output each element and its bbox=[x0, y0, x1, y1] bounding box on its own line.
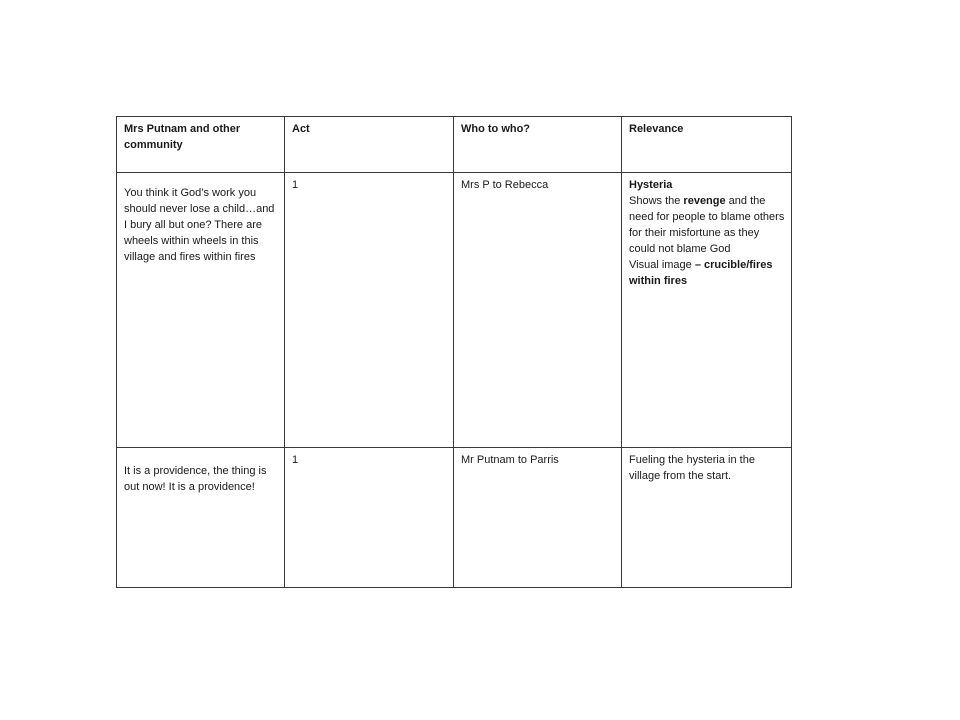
act-cell bbox=[285, 173, 454, 448]
header-cell-community: Mrs Putnam and other community bbox=[117, 117, 285, 173]
relevance-line-1-pre: Shows the bbox=[629, 195, 684, 207]
table-row bbox=[117, 448, 792, 588]
act-cell bbox=[285, 448, 454, 588]
quote-cell bbox=[117, 173, 285, 448]
quotes-table bbox=[116, 116, 792, 588]
relevance-line-2 bbox=[629, 257, 785, 289]
relevance-line-2-pre: Visual image bbox=[629, 259, 695, 271]
who-text: Mr Putnam to Parris bbox=[461, 454, 559, 466]
header-cell-who: Who to who? bbox=[454, 117, 622, 173]
who-cell bbox=[454, 173, 622, 448]
relevance-cell bbox=[622, 448, 792, 588]
relevance-line-1-post: and the need for people to blame others for their misfortune as they could not blame God bbox=[629, 195, 785, 255]
table-row bbox=[117, 173, 792, 448]
relevance-line-1-bold: revenge bbox=[683, 195, 726, 207]
header-cell-relevance: Relevance bbox=[622, 117, 792, 173]
relevance-text: Fueling the hysteria in the village from the start. bbox=[629, 454, 755, 482]
quote-text: It is a providence, the thing is out now! It is a providence! bbox=[124, 465, 267, 493]
relevance-line-2-bold: – crucible/fires within fires bbox=[629, 259, 773, 287]
who-text: Mrs P to Rebecca bbox=[461, 179, 549, 191]
who-cell bbox=[454, 448, 622, 588]
quote-cell bbox=[117, 448, 285, 588]
act-number: 1 bbox=[292, 179, 299, 191]
table-header-row bbox=[117, 117, 792, 173]
act-number: 1 bbox=[292, 454, 299, 466]
header-cell-act: Act bbox=[285, 117, 454, 173]
quote-text: You think it God’s work you should never lose a child…and I bury all but one? There are wheels within wheels in this village and fires within fires bbox=[124, 187, 275, 263]
relevance-line-1 bbox=[629, 193, 785, 257]
relevance-cell bbox=[622, 173, 792, 448]
relevance-heading: Hysteria bbox=[629, 179, 673, 191]
